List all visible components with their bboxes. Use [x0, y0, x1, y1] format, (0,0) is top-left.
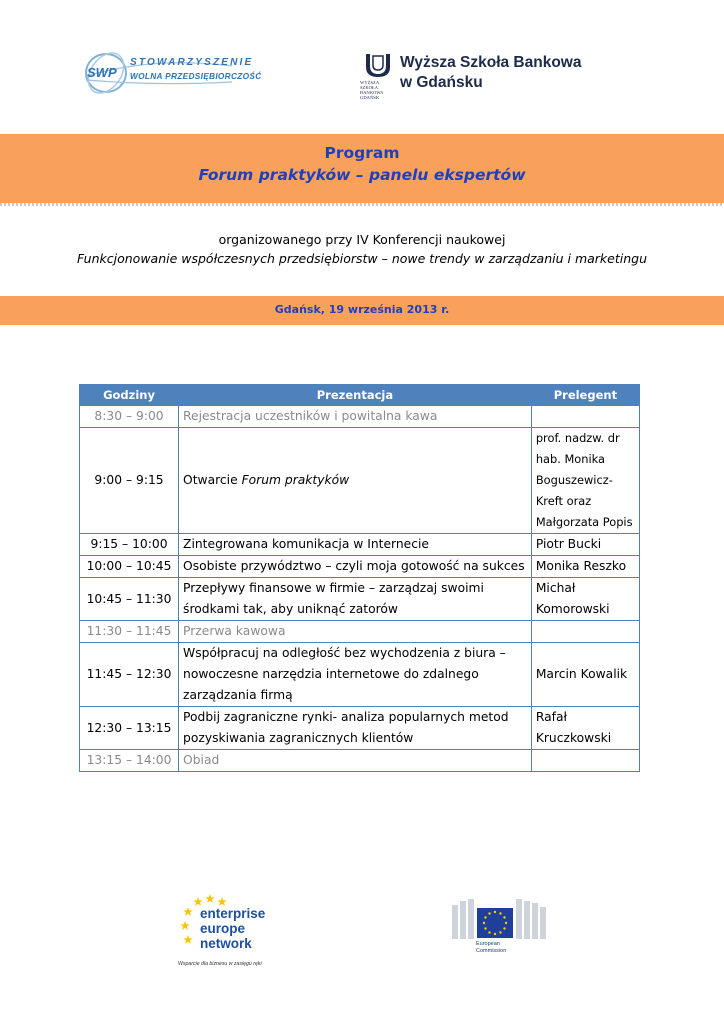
- row-speaker: Marcin Kowalik: [531, 643, 639, 707]
- swp-logo: [84, 46, 262, 98]
- wsb-logo: [360, 50, 600, 106]
- page-title: Program: [324, 144, 400, 162]
- row-presentation: Przerwa kawowa: [179, 621, 532, 643]
- table-row: [80, 428, 640, 534]
- wsb-title-line2: w Gdańsku: [400, 74, 483, 91]
- context-line-1: organizowanego przy IV Konferencji naukowej: [218, 232, 506, 247]
- wsb-title-line1: Wyższa Szkoła Bankowa: [400, 54, 582, 71]
- swp-badge: SWP: [87, 65, 117, 80]
- header-presentation: Prezentacja: [179, 385, 532, 406]
- row-speaker: Piotr Bucki: [531, 534, 639, 556]
- row-speaker: Monika Reszko: [531, 556, 639, 578]
- wsb-title: [400, 53, 581, 93]
- table-row: [80, 556, 640, 578]
- row-presentation-emphasis: Forum praktyków: [241, 473, 350, 487]
- een-line2: europe: [200, 921, 246, 936]
- row-presentation: Podbij zagraniczne rynki- analiza popularnych metod pozyskiwania zagranicznych klientów: [179, 707, 532, 750]
- row-presentation: Osobiste przywództwo – czyli moja gotowość na sukces: [179, 556, 532, 578]
- row-speaker: Michał Komorowski: [531, 578, 639, 621]
- een-line1: enterprise: [200, 906, 266, 921]
- ec-caption: [476, 941, 506, 954]
- context-line-2: Funkcjonowanie współczesnych przedsiębiorstw – nowe trendy w zarządzaniu i marketingu: [76, 251, 647, 266]
- wsb-small-name: WYŻSZA SZKOŁA BANKOWA GDAŃSK: [360, 80, 384, 100]
- ec-caption-line1: European: [476, 941, 500, 947]
- row-time: 11:45 – 12:30: [80, 643, 179, 707]
- row-speaker: [531, 621, 639, 643]
- row-time: 9:15 – 10:00: [80, 534, 179, 556]
- row-presentation: [179, 428, 532, 534]
- title-band-edge: [0, 203, 724, 206]
- row-time: 9:00 – 9:15: [80, 428, 179, 534]
- page-subtitle: Forum praktyków – panelu ekspertów: [198, 166, 526, 184]
- row-presentation-prefix: Otwarcie: [183, 473, 242, 487]
- table-row: [80, 621, 640, 643]
- een-tagline: Wsparcie dla biznesu w zasięgu ręki: [178, 961, 262, 967]
- row-time: 8:30 – 9:00: [80, 406, 179, 428]
- row-presentation: Rejestracja uczestników i powitalna kawa: [179, 406, 532, 428]
- table-header-row: [80, 385, 640, 406]
- header-time: Godziny: [80, 385, 179, 406]
- row-time: 12:30 – 13:15: [80, 707, 179, 750]
- place-date: Gdańsk, 19 września 2013 r.: [274, 303, 450, 316]
- program-table: [79, 384, 640, 772]
- row-speaker: prof. nadzw. dr hab. Monika Boguszewicz-Kreft oraz Małgorzata Popis: [531, 428, 639, 534]
- een-line3: network: [200, 936, 252, 951]
- swp-name-line2: WOLNA PRZEDSIĘBIORCZOŚĆ: [130, 71, 262, 81]
- ec-building-flag-icon: [450, 895, 550, 943]
- table-row: [80, 750, 640, 772]
- row-presentation: Przepływy finansowe w firmie – zarządzaj swoimi środkami tak, aby uniknąć zatorów: [179, 578, 532, 621]
- row-speaker: [531, 750, 639, 772]
- row-time: 13:15 – 14:00: [80, 750, 179, 772]
- table-row: [80, 534, 640, 556]
- row-speaker: Rafał Kruczkowski: [531, 707, 639, 750]
- row-time: 10:45 – 11:30: [80, 578, 179, 621]
- enterprise-europe-network-logo: [178, 893, 270, 973]
- row-presentation: Współpracuj na odległość bez wychodzenia z biura – nowoczesne narzędzia internetowe do zdalnego zarządzania firmą: [179, 643, 532, 707]
- row-presentation: Obiad: [179, 750, 532, 772]
- row-speaker: [531, 406, 639, 428]
- header-speaker: Prelegent: [531, 385, 639, 406]
- een-wordmark: [200, 906, 265, 951]
- table-row: [80, 578, 640, 621]
- table-row: [80, 643, 640, 707]
- swp-name-line1: STOWARZYSZENIE: [130, 57, 254, 68]
- european-commission-logo: [450, 895, 550, 965]
- wsb-emblem-icon: [360, 52, 394, 78]
- row-time: 10:00 – 10:45: [80, 556, 179, 578]
- row-time: 11:30 – 11:45: [80, 621, 179, 643]
- table-row: [80, 707, 640, 750]
- ec-caption-line2: Commission: [476, 947, 507, 954]
- row-presentation: Zintegrowana komunikacja w Internecie: [179, 534, 532, 556]
- table-row: [80, 406, 640, 428]
